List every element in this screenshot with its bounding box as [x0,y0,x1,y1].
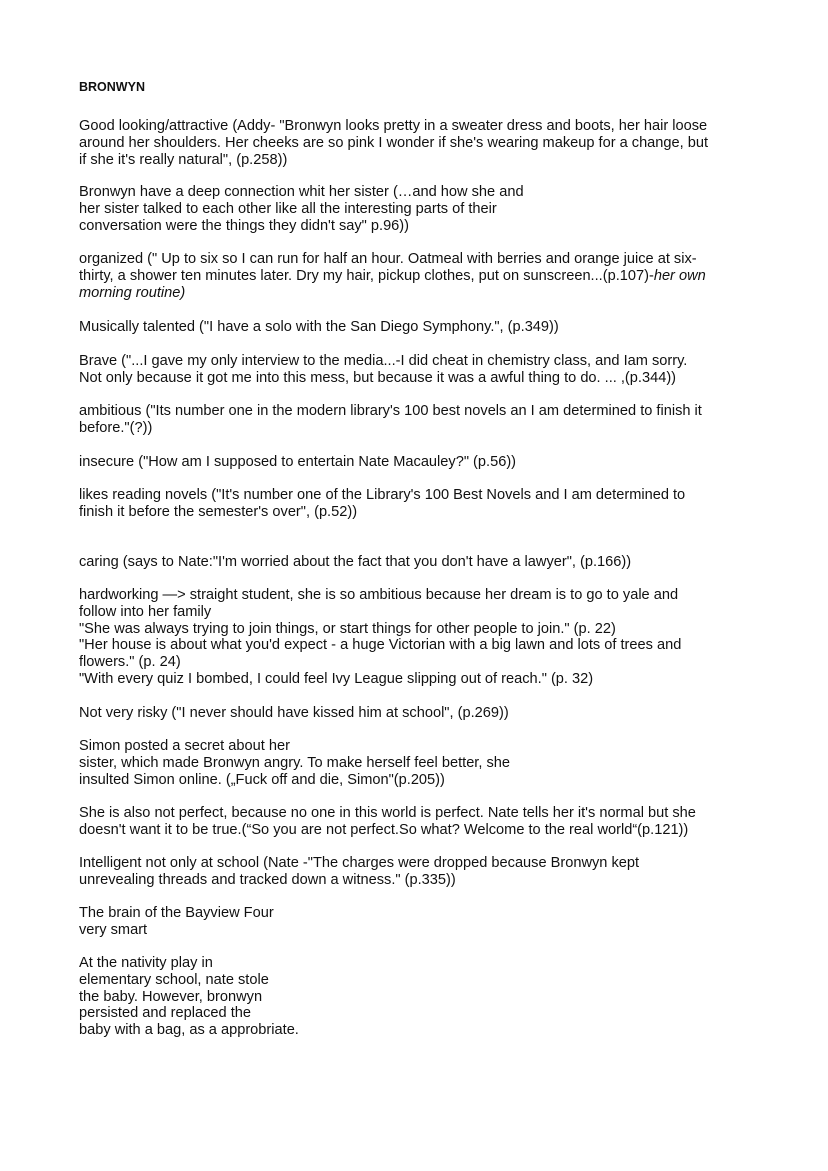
text-line: organized (" Up to six so I can run for half an hour. Oatmeal with berries and orange juice at six- [79,251,697,267]
text-line: insulted Simon online. („Fuck off and die, Simon"(p.205)) [79,771,445,788]
text-line: doesn't want it to be true.(“So you are not perfect.So what? Welcome to the real world“(p.121)) [79,821,689,838]
paragraph-simon-secret [79,738,759,788]
text-line: before."(?)) [79,419,153,436]
text-line: unrevealing threads and tracked down a witness." (p.335)) [79,871,456,888]
text-line: insecure ("How am I supposed to entertain Nate Macauley?" (p.56)) [79,454,517,470]
text-line: caring (says to Nate:"I'm worried about the fact that you don't have a lawyer", (p.166)) [79,554,632,570]
text-line: hardworking —> straight student, she is so ambitious because her dream is to go to yale and [79,587,679,603]
paragraph-brain [79,905,759,939]
text-line: "She was always trying to join things, or start things for other people to join." (p. 22) [79,620,616,637]
text-line: "Her house is about what you'd expect - a huge Victorian with a big lawn and lots of trees and [79,637,682,654]
text-line: Brave ("...I gave my only interview to the media...-I did cheat in chemistry class, and Iam sorry. [79,353,688,369]
paragraph-not-perfect [79,805,759,839]
text-line: The brain of the Bayview Four [79,905,274,921]
text-line: the baby. However, bronwyn [79,988,263,1005]
paragraph-ambitious [79,403,759,437]
text-line: Bronwyn have a deep connection whit her sister (…and how she and [79,184,524,200]
paragraph-intelligent [79,855,759,889]
text-segment: thirty, a shower ten minutes later. Dry my hair, pickup clothes, put on sunscreen...(p.107)- [79,267,654,284]
text-line: conversation were the things they didn't say" p.96)) [79,217,410,234]
text-line: persisted and replaced the [79,1005,251,1022]
text-line: very smart [79,921,148,938]
text-line: Good looking/attractive (Addy- "Bronwyn looks pretty in a sweater dress and boots, her hair loose [79,118,708,134]
text-line: flowers." (p. 24) [79,654,181,671]
text-line: Not very risky ("I never should have kissed him at school", (p.269)) [79,705,509,721]
text-line: She is also not perfect, because no one in this world is perfect. Nate tells her it's normal but she [79,805,696,821]
paragraph-organized [79,251,759,301]
paragraph-sister-connection [79,184,759,234]
italic-note: morning routine) [79,284,186,301]
paragraph-not-risky [79,705,759,722]
text-line: elementary school, nate stole [79,971,269,988]
text-line: At the nativity play in [79,955,213,971]
paragraph-hardworking [79,587,759,688]
text-line: "With every quiz I bombed, I could feel Ivy League slipping out of reach." (p. 32) [79,670,594,687]
text-line: if she it's really natural", (p.258)) [79,151,288,168]
text-line: her sister talked to each other like all the interesting parts of their [79,200,497,217]
paragraph-brave [79,353,759,387]
paragraph-insecure [79,454,759,471]
text-line: Simon posted a secret about her [79,738,290,754]
paragraph-nativity-play [79,955,759,1039]
text-line: around her shoulders. Her cheeks are so pink I wonder if she's wearing makeup for a change, but [79,134,709,151]
page-title: BRONWYN [79,80,145,94]
text-line: likes reading novels ("It's number one of the Library's 100 Best Novels and I am determined to [79,487,686,503]
text-line: Intelligent not only at school (Nate -"The charges were dropped because Bronwyn kept [79,855,640,871]
text-line: Not only because it got me into this mess, but because it was a awful thing to do. ... ,(p.344)) [79,369,677,386]
text-line: finish it before the semester's over", (p.52)) [79,503,358,520]
text-line: baby with a bag, as a approbriate. [79,1022,299,1039]
paragraph-likes-reading [79,487,759,521]
text-line: ambitious ("Its number one in the modern library's 100 best novels an I am determined to finish it [79,403,702,419]
text-line: Musically talented ("I have a solo with the San Diego Symphony.", (p.349)) [79,319,559,335]
text-line [79,268,759,285]
paragraph-good-looking [79,118,759,168]
italic-note: her own [653,267,706,284]
paragraph-musically-talented [79,319,759,336]
text-line: follow into her family [79,603,212,620]
paragraph-caring [79,554,759,571]
text-line: sister, which made Bronwyn angry. To make herself feel better, she [79,754,510,771]
